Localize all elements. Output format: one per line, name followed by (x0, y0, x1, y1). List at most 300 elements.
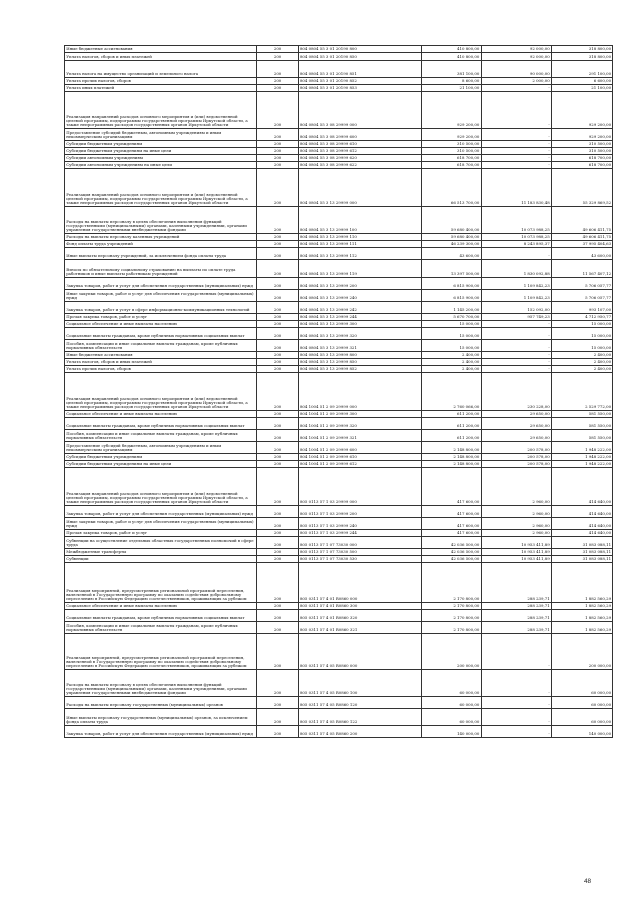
table-row (65, 314, 613, 321)
budget-classification-code-cell: 805 0113 57 1 03 29999 200 (298, 506, 421, 518)
expense-name-cell: Предоставление субсидий бюджетным, автономным учреждениям и иным некоммерческим организациям (65, 442, 257, 454)
executed-amount-cell: 92 000,00 (481, 53, 551, 61)
executed-amount-cell: 200 578,00 (481, 454, 551, 461)
budget-classification-code-cell: 804 0804 55 3 13 29999 240 (298, 290, 421, 302)
line-code-cell: 200 (257, 321, 298, 328)
approved-amount-cell: 5 670 700,00 (422, 314, 481, 321)
expense-name-cell: Реализация направлений расходов основного мероприятия и (или) ведомственной целевой программы, подпрограммы государственной программы Иркутской области, а также непрограммных расходов государственных органов Иркутской области (65, 169, 257, 207)
table-row (65, 366, 613, 373)
budget-classification-code-cell: 804 0804 55 3 13 29999 110 (298, 234, 421, 241)
budget-classification-code-cell: 804 0804 55 3 01 20190 850 (298, 53, 421, 61)
line-code-cell: 200 (257, 53, 298, 61)
executed-amount-cell: 152 092,00 (481, 302, 551, 314)
budget-classification-code-cell: 805 0311 57 4 01 R0860 000 (298, 563, 421, 603)
budget-classification-code-cell: 804 1004 51 2 09 29999 600 (298, 442, 421, 454)
approved-amount-cell: 410 800,00 (422, 53, 481, 61)
executed-amount-cell: 8 243 895,37 (481, 241, 551, 248)
approved-amount-cell: 1 145 200,00 (422, 302, 481, 314)
executed-amount-cell: 1 109 842,23 (481, 278, 551, 290)
line-code-cell: 200 (257, 563, 298, 603)
remaining-amount-cell: 15 000,00 (551, 340, 612, 352)
remaining-amount-cell: 43 600,00 (551, 248, 612, 260)
table-row (65, 53, 613, 61)
budget-classification-code-cell: 804 0804 55 3 08 29999 620 (298, 155, 421, 162)
approved-amount-cell: 2 170 800,00 (422, 603, 481, 610)
line-code-cell: 200 (257, 340, 298, 352)
budget-classification-code-cell: 804 0804 55 3 01 20190 852 (298, 78, 421, 85)
line-code-cell: 200 (257, 726, 298, 738)
approved-amount-cell: 15 000,00 (422, 321, 481, 328)
executed-amount-cell: 10 953 411,89 (481, 537, 551, 549)
budget-classification-code-cell: 804 0804 55 3 01 20190 853 (298, 85, 421, 92)
expense-name-cell: Закупка товаров, работ и услуг для обеспечения государственных (муниципальных) нужд (65, 278, 257, 290)
approved-amount-cell: 2 148 800,00 (422, 454, 481, 461)
expense-name-cell: Реализация направлений расходов основного мероприятия и (или) ведомственной целевой программы, подпрограммы государственной программы Иркутской области, а также непрограммных расходов государственных органов Иркутской области (65, 373, 257, 411)
remaining-amount-cell: 581 550,00 (551, 411, 612, 418)
approved-amount-cell: 310 500,00 (422, 148, 481, 155)
table-body (65, 46, 613, 738)
budget-classification-code-cell: 804 0804 55 3 01 20190 800 (298, 46, 421, 53)
remaining-amount-cell: 618 700,00 (551, 162, 612, 169)
expense-name-cell: Социальное обеспечение и иные выплаты населению (65, 411, 257, 418)
approved-amount-cell: 66 513 700,00 (422, 169, 481, 207)
expense-name-cell: Закупка товаров, работ и услуг для обеспечения государственных (муниципальных) нужд (65, 726, 257, 738)
line-code-cell: 200 (257, 148, 298, 155)
executed-amount-cell: - (481, 328, 551, 340)
executed-amount-cell: 2 960,00 (481, 530, 551, 537)
table-row (65, 169, 613, 207)
budget-classification-code-cell: 804 0804 55 3 13 29999 119 (298, 260, 421, 278)
remaining-amount-cell: 318 800,00 (551, 46, 612, 53)
approved-amount-cell: 59 680 400,00 (422, 234, 481, 241)
line-code-cell: 200 (257, 302, 298, 314)
remaining-amount-cell: 291 100,00 (551, 61, 612, 78)
approved-amount-cell: 21 100,00 (422, 85, 481, 92)
line-code-cell: 200 (257, 442, 298, 454)
line-code-cell: 200 (257, 207, 298, 234)
table-row (65, 430, 613, 442)
line-code-cell: 200 (257, 85, 298, 92)
budget-classification-code-cell: 805 0113 57 1 07 73030 530 (298, 556, 421, 563)
expense-name-cell: Иные закупки товаров, работ и услуг для обеспечения государственных (муниципальных) нужд (65, 290, 257, 302)
approved-amount-cell: 59 680 400,00 (422, 207, 481, 234)
approved-amount-cell: 2 400,00 (422, 352, 481, 359)
table-row (65, 468, 613, 506)
budget-classification-code-cell: 804 1004 51 2 09 29999 610 (298, 454, 421, 461)
expense-name-cell: Расходы на выплаты персоналу в целях обеспечения выполнения функций государственными (муниципальными) органами, казенными учреждениями, органами управления государственными внебюджетными фондами (65, 207, 257, 234)
executed-amount-cell: 10 953 411,89 (481, 549, 551, 556)
line-code-cell: 200 (257, 290, 298, 302)
remaining-amount-cell: 1 948 222,00 (551, 454, 612, 461)
executed-amount-cell: - (481, 670, 551, 697)
budget-classification-code-cell: 804 1004 51 2 09 29999 612 (298, 461, 421, 468)
approved-amount-cell: 310 500,00 (422, 141, 481, 148)
expense-name-cell: Предоставление субсидий бюджетным, автономным учреждениям и иным некоммерческим организациям (65, 129, 257, 141)
line-code-cell: 200 (257, 169, 298, 207)
budget-classification-code-cell: 804 0804 55 3 08 29999 610 (298, 141, 421, 148)
table-row (65, 85, 613, 92)
table-row (65, 207, 613, 234)
budget-classification-code-cell: 805 0311 57 4 05 R0860 000 (298, 634, 421, 670)
executed-amount-cell: - (481, 709, 551, 726)
line-code-cell: 200 (257, 241, 298, 248)
table-row (65, 241, 613, 248)
table-row (65, 418, 613, 430)
expense-name-cell: Социальные выплаты гражданам, кроме публичных нормативных социальных выплат (65, 610, 257, 622)
remaining-amount-cell: 581 550,00 (551, 430, 612, 442)
line-code-cell: 200 (257, 610, 298, 622)
line-code-cell: 200 (257, 141, 298, 148)
remaining-amount-cell: 414 640,00 (551, 530, 612, 537)
expense-name-cell: Пособия, компенсации и иные социальные выплаты гражданам, кроме публичных нормативных обязательств (65, 430, 257, 442)
remaining-amount-cell: 5 706 057,77 (551, 278, 612, 290)
table-row (65, 234, 613, 241)
executed-amount-cell: 200 578,00 (481, 442, 551, 454)
remaining-amount-cell: 2 400,00 (551, 359, 612, 366)
remaining-amount-cell: 929 200,00 (551, 92, 612, 129)
expense-name-cell: Пособия, компенсации и иные социальные выплаты гражданам, кроме публичных нормативных обязательств (65, 622, 257, 634)
approved-amount-cell: 618 700,00 (422, 162, 481, 169)
line-code-cell: 200 (257, 468, 298, 506)
expense-name-cell: Субсидии автономным учреждениям (65, 155, 257, 162)
budget-classification-code-cell: 804 0804 55 3 08 29999 000 (298, 92, 421, 129)
approved-amount-cell: 6 815 900,00 (422, 278, 481, 290)
expense-name-cell: Субсидии бюджетным учреждениям (65, 454, 257, 461)
table-row (65, 610, 613, 622)
expense-name-cell: Субсидии автономным учреждениям на иные цели (65, 162, 257, 169)
line-code-cell: 200 (257, 92, 298, 129)
table-row (65, 622, 613, 634)
line-code-cell: 200 (257, 506, 298, 518)
budget-classification-code-cell: 804 0804 55 3 13 29999 850 (298, 359, 421, 366)
executed-amount-cell: 29 650,00 (481, 430, 551, 442)
line-code-cell: 200 (257, 373, 298, 411)
line-code-cell: 200 (257, 461, 298, 468)
approved-amount-cell: 611 200,00 (422, 411, 481, 418)
remaining-amount-cell: 5 706 057,77 (551, 290, 612, 302)
table-row (65, 563, 613, 603)
line-code-cell: 200 (257, 248, 298, 260)
budget-classification-code-cell: 805 0113 57 1 03 29999 240 (298, 518, 421, 530)
expense-name-cell: Субвенции на осуществление отдельных областных государственных полномочий в сфере труда (65, 537, 257, 549)
executed-amount-cell: 2 960,00 (481, 506, 551, 518)
remaining-amount-cell: 200 000,00 (551, 634, 612, 670)
budget-classification-code-cell: 805 0311 57 4 01 R0860 320 (298, 610, 421, 622)
executed-amount-cell: - (481, 248, 551, 260)
remaining-amount-cell: 1 882 560,29 (551, 563, 612, 603)
remaining-amount-cell: 60 000,00 (551, 670, 612, 697)
remaining-amount-cell: 1 948 222,00 (551, 461, 612, 468)
budget-document-page (64, 45, 612, 738)
line-code-cell: 200 (257, 46, 298, 53)
expense-name-cell: Иные выплаты персоналу учреждений, за исключением фонда оплаты труда (65, 248, 257, 260)
expense-name-cell: Субсидии бюджетным учреждениям (65, 141, 257, 148)
budget-classification-code-cell: 804 0804 55 3 08 29999 612 (298, 148, 421, 155)
executed-amount-cell: - (481, 359, 551, 366)
executed-amount-cell: - (481, 697, 551, 709)
expense-name-cell: Субсидии бюджетным учреждениям на иные цели (65, 148, 257, 155)
remaining-amount-cell: 60 000,00 (551, 709, 612, 726)
budget-classification-code-cell: 805 0311 57 4 05 R0860 100 (298, 670, 421, 697)
approved-amount-cell: 46 239 300,00 (422, 241, 481, 248)
table-row (65, 518, 613, 530)
expense-name-cell: Прочая закупка товаров, работ и услуг (65, 530, 257, 537)
approved-amount-cell: 381 100,00 (422, 61, 481, 78)
approved-amount-cell: 8 600,00 (422, 78, 481, 85)
line-code-cell: 200 (257, 603, 298, 610)
line-code-cell: 200 (257, 61, 298, 78)
table-row (65, 78, 613, 85)
budget-classification-code-cell: 804 0804 55 3 01 20190 851 (298, 61, 421, 78)
executed-amount-cell: 288 239,71 (481, 563, 551, 603)
expense-name-cell: Социальное обеспечение и иные выплаты населению (65, 321, 257, 328)
line-code-cell: 200 (257, 234, 298, 241)
executed-amount-cell: 957 749,23 (481, 314, 551, 321)
remaining-amount-cell: 60 000,00 (551, 697, 612, 709)
expense-name-cell: Иные выплаты персоналу государственных (муниципальных) органов, за исключением фонда оплаты труда (65, 709, 257, 726)
approved-amount-cell: 2 148 800,00 (422, 461, 481, 468)
executed-amount-cell: - (481, 129, 551, 141)
expense-name-cell: Социальное обеспечение и иные выплаты населению (65, 603, 257, 610)
approved-amount-cell: 611 200,00 (422, 430, 481, 442)
table-row (65, 321, 613, 328)
remaining-amount-cell: 2 400,00 (551, 352, 612, 359)
remaining-amount-cell: 49 606 411,75 (551, 234, 612, 241)
executed-amount-cell: - (481, 148, 551, 155)
expense-name-cell: Фонд оплаты труда учреждений (65, 241, 257, 248)
budget-classification-code-cell: 804 0804 55 3 13 29999 300 (298, 321, 421, 328)
budget-classification-code-cell: 804 0804 55 3 13 29999 000 (298, 169, 421, 207)
budget-classification-code-cell: 805 0311 57 4 01 R0860 321 (298, 622, 421, 634)
executed-amount-cell: - (481, 92, 551, 129)
approved-amount-cell: 2 170 800,00 (422, 622, 481, 634)
expense-name-cell: Прочая закупка товаров, работ и услуг (65, 314, 257, 321)
executed-amount-cell: - (481, 366, 551, 373)
approved-amount-cell: 42 036 500,00 (422, 549, 481, 556)
expense-name-cell: Расходы на выплаты персоналу государственных (муниципальных) органов (65, 697, 257, 709)
executed-amount-cell: - (481, 352, 551, 359)
line-code-cell: 200 (257, 314, 298, 321)
table-row (65, 92, 613, 129)
expense-name-cell: Расходы на выплаты персоналу в целях обеспечения выполнения функций государственными (муниципальными) органами, казенными учреждениями, органами управления государственными внебюджетными фондами (65, 670, 257, 697)
executed-amount-cell: 92 000,00 (481, 46, 551, 53)
executed-amount-cell: 2 960,00 (481, 518, 551, 530)
budget-classification-code-cell: 804 0804 55 3 13 29999 800 (298, 352, 421, 359)
approved-amount-cell: 140 000,00 (422, 726, 481, 738)
remaining-amount-cell: 581 550,00 (551, 418, 612, 430)
approved-amount-cell: 2 400,00 (422, 366, 481, 373)
budget-execution-table (64, 45, 613, 738)
table-row (65, 290, 613, 302)
remaining-amount-cell: 55 329 869,52 (551, 169, 612, 207)
table-row (65, 454, 613, 461)
approved-amount-cell: 417 600,00 (422, 506, 481, 518)
expense-name-cell: Уплата налога на имущество организаций и земельного налога (65, 61, 257, 78)
budget-classification-code-cell: 805 0113 57 1 03 29999 244 (298, 530, 421, 537)
remaining-amount-cell: 1 948 222,00 (551, 442, 612, 454)
executed-amount-cell: 200 578,00 (481, 461, 551, 468)
approved-amount-cell: 60 000,00 (422, 697, 481, 709)
remaining-amount-cell: 15 000,00 (551, 328, 612, 340)
table-row (65, 530, 613, 537)
table-row (65, 46, 613, 53)
expense-name-cell: Пособия, компенсации и иные социальные выплаты гражданам, кроме публичных нормативных обязательств (65, 340, 257, 352)
executed-amount-cell: 90 000,00 (481, 61, 551, 78)
line-code-cell: 200 (257, 518, 298, 530)
remaining-amount-cell: 414 640,00 (551, 468, 612, 506)
expense-name-cell: Уплата прочих налогов, сборов (65, 366, 257, 373)
expense-name-cell: Реализация направлений расходов основного мероприятия и (или) ведомственной целевой программы, подпрограммы государственной программы Иркутской области, а также непрограммных расходов государственных органов Иркутской области (65, 468, 257, 506)
remaining-amount-cell: 6 600,00 (551, 78, 612, 85)
table-row (65, 670, 613, 697)
table-row (65, 556, 613, 563)
budget-classification-code-cell: 804 0804 55 3 13 29999 100 (298, 207, 421, 234)
executed-amount-cell: - (481, 321, 551, 328)
budget-classification-code-cell: 805 0311 57 4 05 R0860 200 (298, 726, 421, 738)
approved-amount-cell: 2 170 800,00 (422, 610, 481, 622)
page-number: 48 (584, 878, 592, 885)
line-code-cell: 200 (257, 454, 298, 461)
remaining-amount-cell: 310 500,00 (551, 148, 612, 155)
line-code-cell: 200 (257, 359, 298, 366)
expense-name-cell: Иные бюджетные ассигнования (65, 352, 257, 359)
table-row (65, 359, 613, 366)
expense-name-cell: Уплата прочих налогов, сборов (65, 78, 257, 85)
table-row (65, 603, 613, 610)
executed-amount-cell: 288 239,71 (481, 603, 551, 610)
budget-classification-code-cell: 805 0311 57 4 05 R0860 120 (298, 697, 421, 709)
executed-amount-cell: - (481, 162, 551, 169)
expense-name-cell: Субвенции (65, 556, 257, 563)
remaining-amount-cell: 1 882 560,29 (551, 622, 612, 634)
approved-amount-cell: 15 000,00 (422, 340, 481, 352)
line-code-cell: 200 (257, 549, 298, 556)
budget-classification-code-cell: 804 0804 55 3 13 29999 244 (298, 314, 421, 321)
table-row (65, 141, 613, 148)
line-code-cell: 200 (257, 129, 298, 141)
expense-name-cell: Уплата налогов, сборов и иных платежей (65, 53, 257, 61)
remaining-amount-cell: 929 200,00 (551, 129, 612, 141)
table-row (65, 155, 613, 162)
executed-amount-cell: 10 073 988,25 (481, 234, 551, 241)
expense-name-cell: Реализация направлений расходов основного мероприятия и (или) ведомственной целевой программы, подпрограммы государственной программы Иркутской области, а также непрограммных расходов государственных органов Иркутской области (65, 92, 257, 129)
budget-classification-code-cell: 804 1004 51 2 09 29999 321 (298, 430, 421, 442)
approved-amount-cell: 410 800,00 (422, 46, 481, 53)
expense-name-cell: Социальные выплаты гражданам, кроме публичных нормативных социальных выплат (65, 328, 257, 340)
remaining-amount-cell: 2 400,00 (551, 366, 612, 373)
approved-amount-cell: 417 600,00 (422, 468, 481, 506)
table-row (65, 709, 613, 726)
budget-classification-code-cell: 805 0311 57 4 05 R0860 122 (298, 709, 421, 726)
approved-amount-cell: 42 036 500,00 (422, 537, 481, 549)
approved-amount-cell: 417 600,00 (422, 530, 481, 537)
table-row (65, 411, 613, 418)
table-row (65, 537, 613, 549)
executed-amount-cell: 2 960,00 (481, 468, 551, 506)
remaining-amount-cell: 1 882 560,29 (551, 603, 612, 610)
expense-name-cell: Уплата налогов, сборов и иных платежей (65, 359, 257, 366)
remaining-amount-cell: 993 107,00 (551, 302, 612, 314)
table-row (65, 634, 613, 670)
executed-amount-cell: 29 650,00 (481, 411, 551, 418)
line-code-cell: 200 (257, 556, 298, 563)
remaining-amount-cell: 140 000,00 (551, 726, 612, 738)
remaining-amount-cell: 11 567 407,12 (551, 260, 612, 278)
remaining-amount-cell: 49 606 411,75 (551, 207, 612, 234)
table-row (65, 373, 613, 411)
executed-amount-cell: - (481, 726, 551, 738)
remaining-amount-cell: 31 083 088,11 (551, 549, 612, 556)
line-code-cell: 200 (257, 352, 298, 359)
budget-classification-code-cell: 805 0113 57 1 03 29999 000 (298, 468, 421, 506)
expense-name-cell: Иные закупки товаров, работ и услуг для обеспечения государственных (муниципальных) нужд (65, 518, 257, 530)
remaining-amount-cell: 31 083 088,11 (551, 556, 612, 563)
table-row (65, 148, 613, 155)
approved-amount-cell: 60 000,00 (422, 670, 481, 697)
remaining-amount-cell: 21 100,00 (551, 85, 612, 92)
executed-amount-cell: - (481, 634, 551, 670)
table-row (65, 442, 613, 454)
approved-amount-cell: 6 815 900,00 (422, 290, 481, 302)
expense-name-cell: Иные бюджетные ассигнования (65, 46, 257, 53)
executed-amount-cell: - (481, 85, 551, 92)
budget-classification-code-cell: 804 0804 55 3 13 29999 112 (298, 248, 421, 260)
line-code-cell: 200 (257, 530, 298, 537)
approved-amount-cell: 2 400,00 (422, 359, 481, 366)
executed-amount-cell: 1 109 842,23 (481, 290, 551, 302)
approved-amount-cell: 2 760 066,00 (422, 373, 481, 411)
line-code-cell: 200 (257, 709, 298, 726)
table-row (65, 162, 613, 169)
budget-classification-code-cell: 805 0311 57 4 01 R0860 300 (298, 603, 421, 610)
line-code-cell: 200 (257, 430, 298, 442)
line-code-cell: 200 (257, 162, 298, 169)
expense-name-cell: Реализация мероприятий, предусмотренных региональной программой переселения, включенной в Государственную программу по оказанию содействия добровольному переселению в Российскую Федерацию соотечественников, проживающих за рубежом (65, 634, 257, 670)
line-code-cell: 200 (257, 78, 298, 85)
expense-name-cell: Уплата иных платежей (65, 85, 257, 92)
executed-amount-cell: 230 228,00 (481, 373, 551, 411)
budget-classification-code-cell: 805 0113 57 1 07 73030 500 (298, 549, 421, 556)
table-row (65, 328, 613, 340)
line-code-cell: 200 (257, 155, 298, 162)
budget-classification-code-cell: 804 0804 55 3 08 29999 622 (298, 162, 421, 169)
table-row (65, 260, 613, 278)
executed-amount-cell: - (481, 141, 551, 148)
remaining-amount-cell: 15 000,00 (551, 321, 612, 328)
budget-classification-code-cell: 804 1004 51 2 09 29999 300 (298, 411, 421, 418)
remaining-amount-cell: 1 882 560,29 (551, 610, 612, 622)
budget-classification-code-cell: 804 1004 51 2 09 29999 320 (298, 418, 421, 430)
approved-amount-cell: 417 600,00 (422, 518, 481, 530)
line-code-cell: 200 (257, 537, 298, 549)
approved-amount-cell: 929 200,00 (422, 129, 481, 141)
remaining-amount-cell: 318 800,00 (551, 53, 612, 61)
approved-amount-cell: 200 000,00 (422, 634, 481, 670)
remaining-amount-cell: 414 640,00 (551, 518, 612, 530)
line-code-cell: 200 (257, 328, 298, 340)
approved-amount-cell: 2 170 800,00 (422, 563, 481, 603)
table-row (65, 352, 613, 359)
executed-amount-cell: 288 239,71 (481, 610, 551, 622)
executed-amount-cell: 1 830 092,88 (481, 260, 551, 278)
remaining-amount-cell: 2 529 772,00 (551, 373, 612, 411)
executed-amount-cell: 2 000,00 (481, 78, 551, 85)
executed-amount-cell: 288 239,71 (481, 622, 551, 634)
expense-name-cell: Закупка товаров, работ и услуг в сфере информационно-коммуникационных технологий (65, 302, 257, 314)
remaining-amount-cell: 4 712 950,77 (551, 314, 612, 321)
line-code-cell: 200 (257, 278, 298, 290)
line-code-cell: 200 (257, 634, 298, 670)
